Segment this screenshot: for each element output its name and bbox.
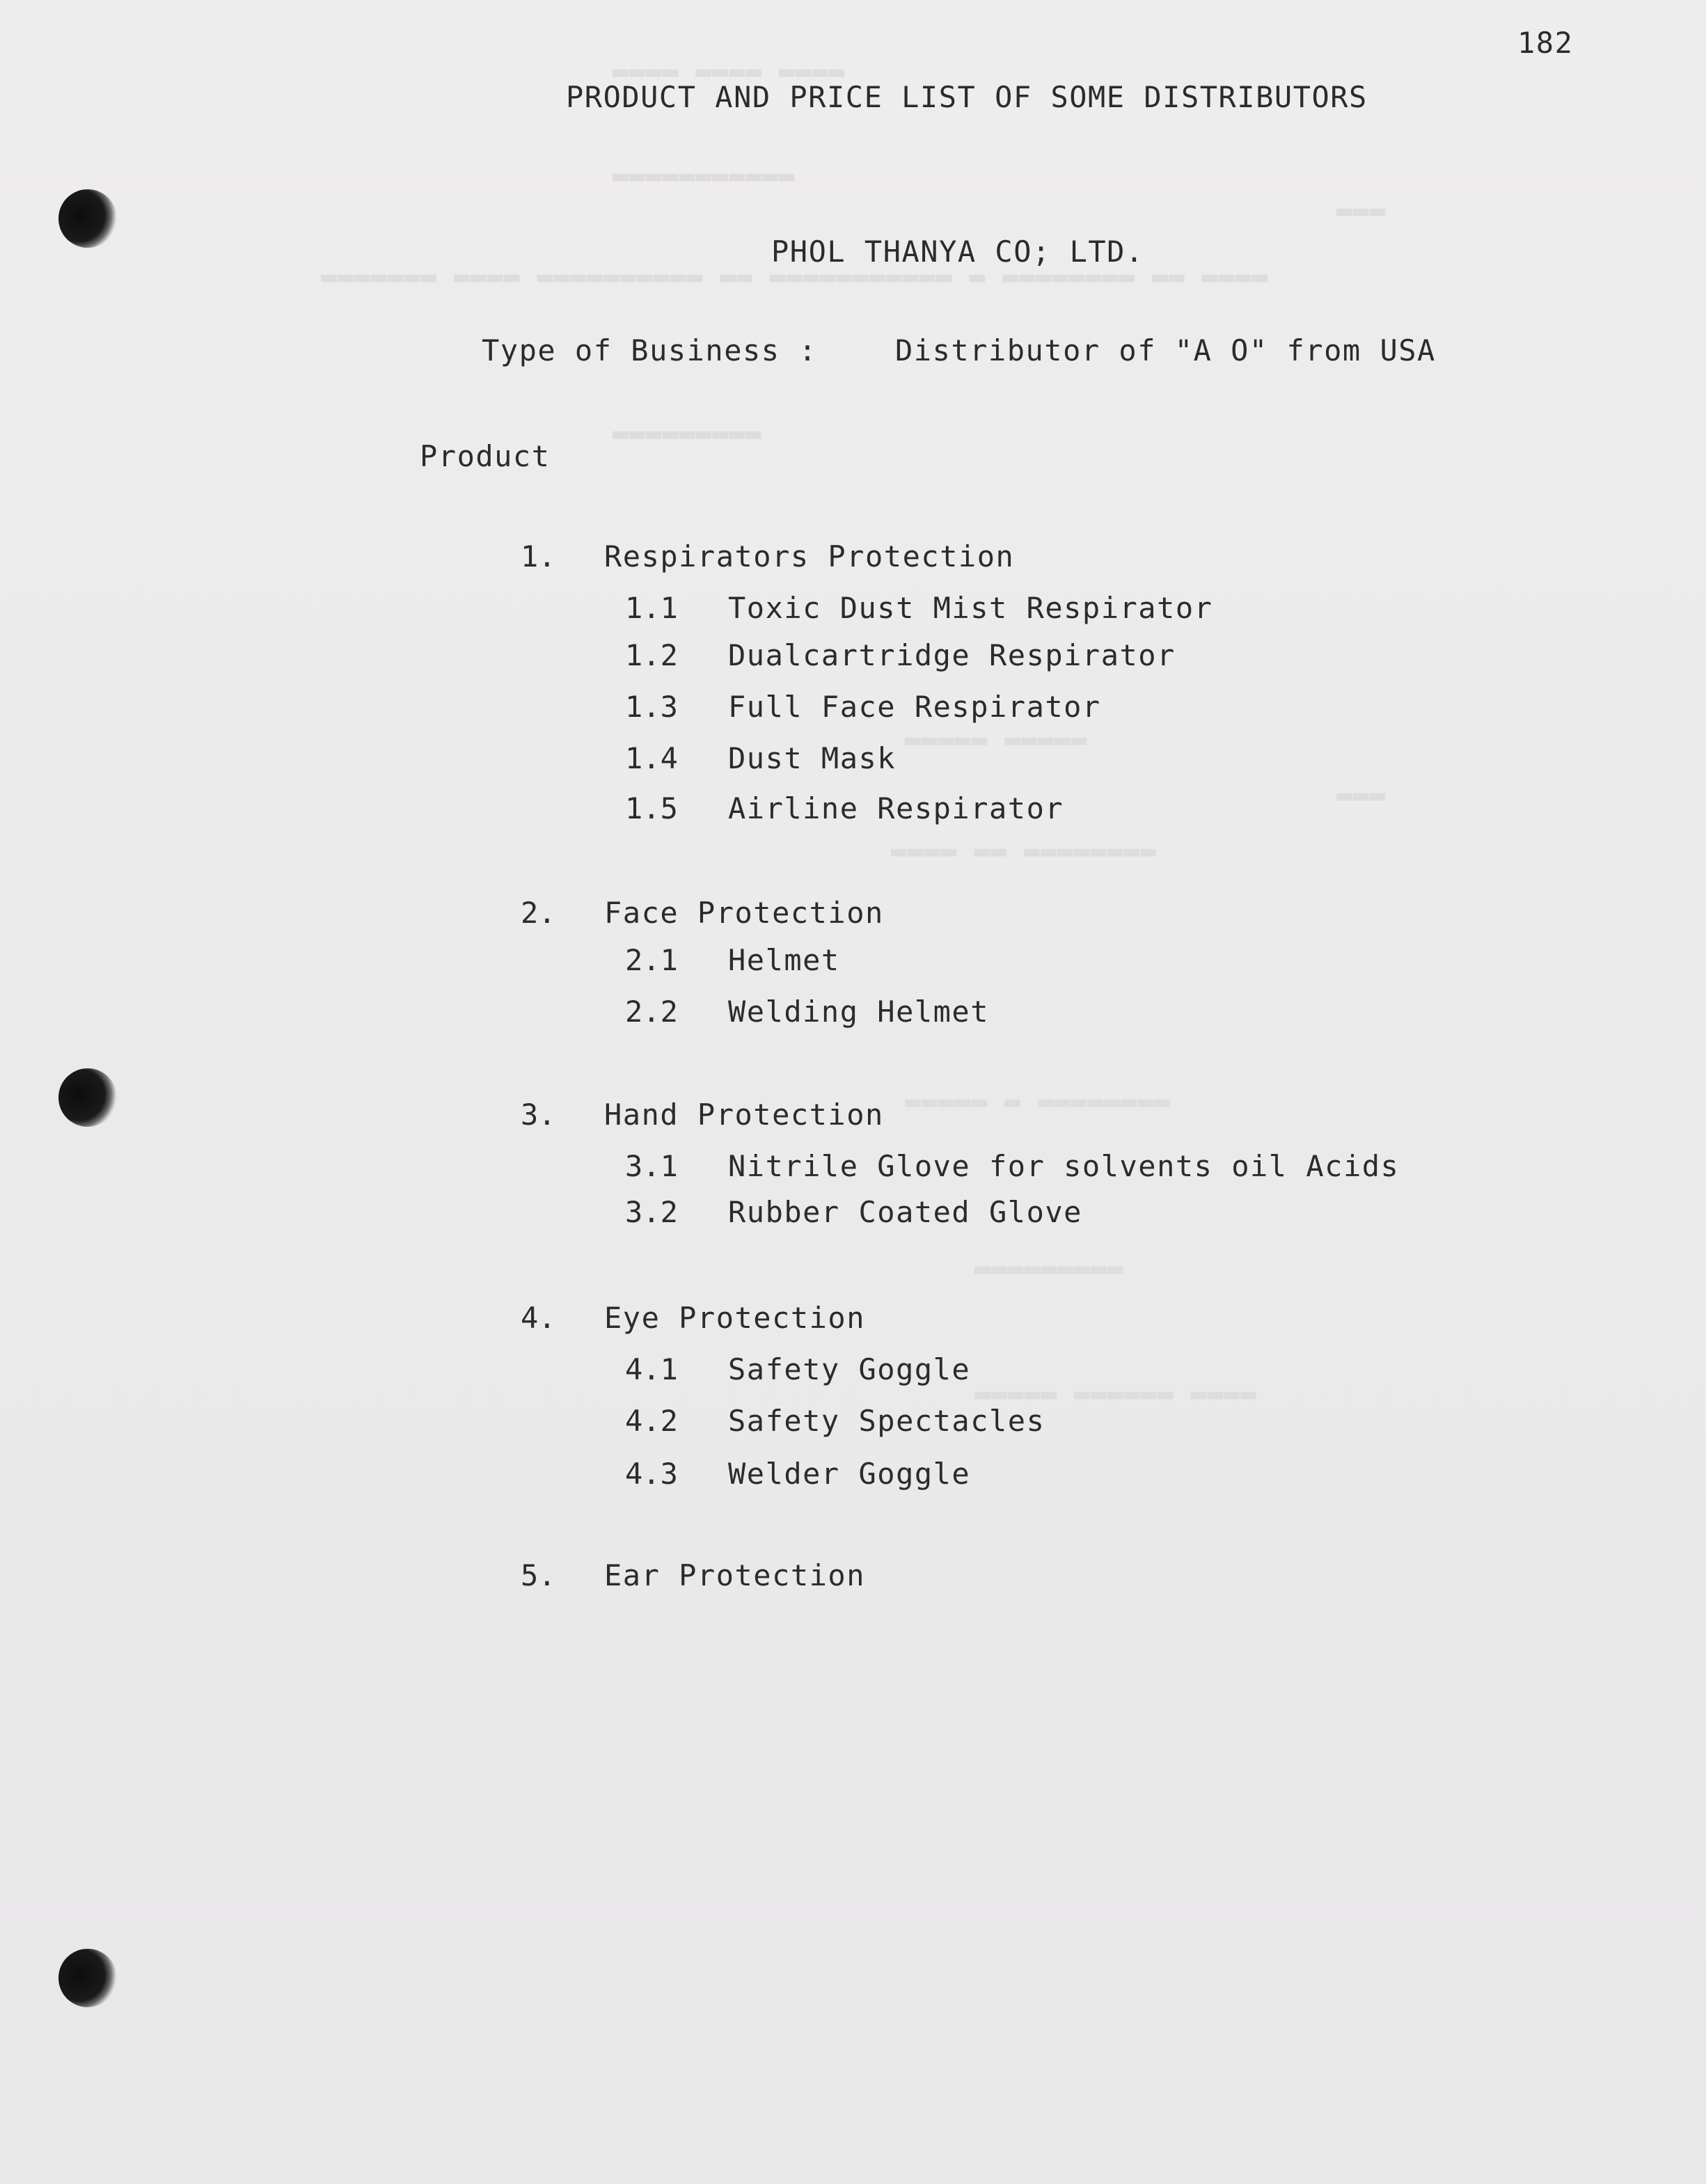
- item-number: 4.2: [625, 1404, 678, 1438]
- item-label: Safety Goggle: [728, 1352, 971, 1386]
- category-number: 3.: [521, 1098, 556, 1132]
- item-label: Safety Spectacles: [728, 1404, 1045, 1438]
- item-label: Welder Goggle: [728, 1457, 971, 1491]
- category-label: Eye Protection: [604, 1301, 866, 1335]
- item-label: Nitrile Glove for solvents oil Acids: [728, 1149, 1400, 1183]
- item-label: Dust Mask: [728, 741, 897, 775]
- item-number: 1.5: [625, 791, 678, 825]
- item-label: Dualcartridge Respirator: [728, 638, 1176, 672]
- item-number: 4.3: [625, 1457, 678, 1491]
- binder-hole-middle: [58, 1068, 117, 1127]
- item-number: 4.1: [625, 1352, 678, 1386]
- item-label: Full Face Respirator: [728, 690, 1101, 724]
- page-number: 182: [1517, 26, 1574, 60]
- item-label: Welding Helmet: [728, 995, 990, 1029]
- category-number: 1.: [521, 539, 556, 573]
- binder-hole-top: [58, 189, 117, 248]
- item-number: 1.2: [625, 638, 678, 672]
- category-label: Hand Protection: [604, 1098, 884, 1132]
- item-label: Rubber Coated Glove: [728, 1195, 1082, 1229]
- item-number: 1.4: [625, 741, 678, 775]
- item-number: 3.2: [625, 1195, 678, 1229]
- item-label: Toxic Dust Mist Respirator: [728, 591, 1213, 625]
- binder-hole-bottom: [58, 1949, 117, 2007]
- type-of-business-label: Type of Business :: [482, 333, 818, 367]
- company-name: PHOL THANYA CO; LTD.: [771, 235, 1144, 269]
- category-number: 5.: [521, 1558, 556, 1592]
- item-number: 2.1: [625, 943, 678, 977]
- category-label: Face Protection: [604, 896, 884, 930]
- item-number: 3.1: [625, 1149, 678, 1183]
- item-number: 1.3: [625, 690, 678, 724]
- page-title: PRODUCT AND PRICE LIST OF SOME DISTRIBUTORS: [566, 80, 1368, 114]
- item-number: 1.1: [625, 591, 678, 625]
- type-of-business-value: Distributor of "A O" from USA: [895, 333, 1436, 367]
- category-number: 4.: [521, 1301, 556, 1335]
- category-number: 2.: [521, 896, 556, 930]
- product-heading: Product: [420, 439, 551, 473]
- category-label: Ear Protection: [604, 1558, 866, 1592]
- item-number: 2.2: [625, 995, 678, 1029]
- item-label: Airline Respirator: [728, 791, 1064, 825]
- category-label: Respirators Protection: [604, 539, 1015, 573]
- item-label: Helmet: [728, 943, 840, 977]
- document-page: ▬▬▬▬ ▬▬▬▬ ▬▬▬▬ ▬▬▬▬▬▬▬▬▬▬▬ ▬▬▬▬ ▬▬ ▬▬▬▬▬▬▬▬ ▬ ▬▬▬▬▬▬▬▬▬▬▬ ▬▬ ▬▬▬▬▬▬▬▬▬▬ ▬▬▬▬ ▬▬▬▬▬▬▬ ▬▬▬▬▬▬▬▬▬ ▬▬▬▬▬ ▬▬▬▬▬ ▬▬▬▬ ▬▬ ▬▬▬▬▬▬▬▬ ▬▬▬▬▬ ▬ ▬▬▬▬▬▬▬▬ ▬▬▬▬▬▬▬▬▬ ▬▬▬▬▬ ▬▬▬▬▬▬ ▬▬▬▬ ▬▬▬ ▬▬▬ 182 PRODUCT AND PRICE LIST OF SOME DISTRIBUTORS PHOL THANYA CO; LTD. Type of Business : Distributor of "A O" from USA Product 1. Respirators Protection 1.1 Toxic Dust Mist Respirator 1.2 Dualcartridge Respirator 1.3 Full Face Respirator 1.4 Dust Mask 1.5 Airline Respirator 2. Face Protection 2.1 Helmet 2.2 Welding Helmet 3. Hand Protection 3.1 Nitrile Glove for solvents oil Acids 3.2 Rubber Coated Glove 4. Eye Protection 4.1 Safety Goggle 4.2 Safety Spectacles 4.3 Welder Goggle 5. Ear Protection: [0, 0, 1706, 2184]
